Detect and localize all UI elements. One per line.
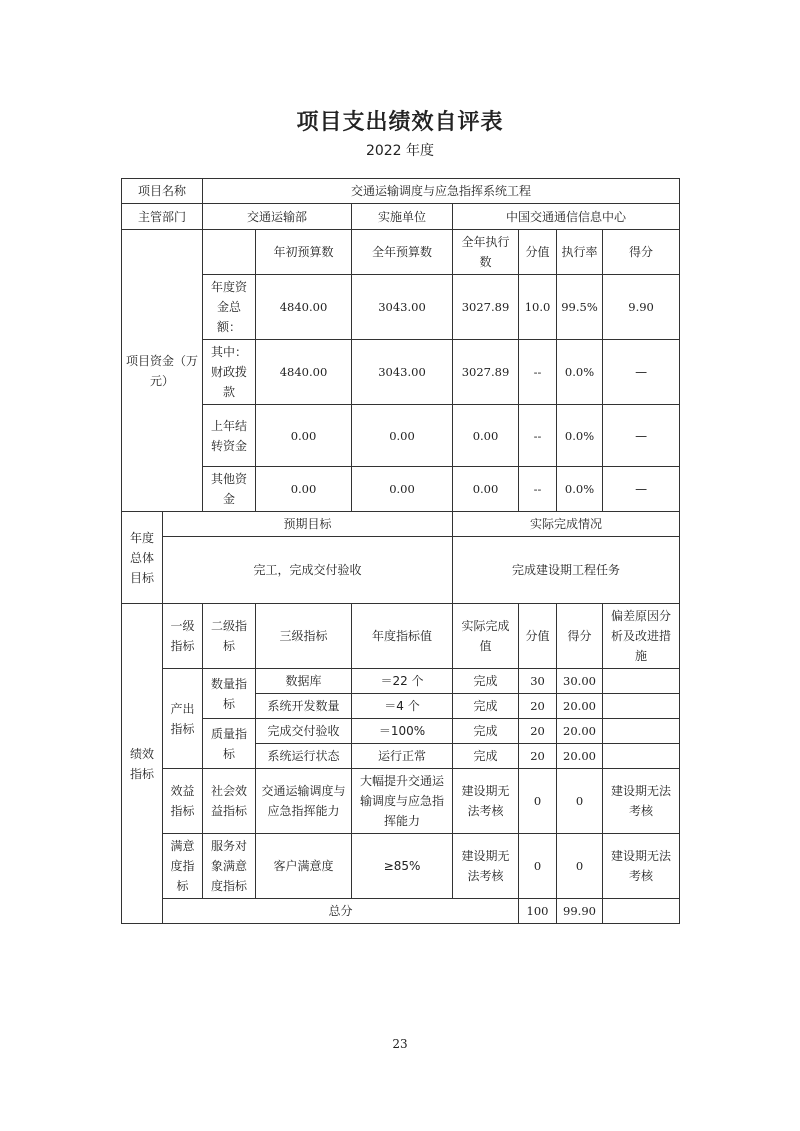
indicator-reason: 建设期无法考核 [603, 834, 680, 899]
indicator-reason [603, 694, 680, 719]
expected-goal-value: 完工，完成交付验收 [163, 537, 453, 604]
funds-executed: 3027.89 [453, 275, 519, 340]
indicator-score: 0 [557, 834, 603, 899]
level3-header: 三级指标 [256, 604, 352, 669]
funds-row-label: 年度资金总额： [203, 275, 256, 340]
funds-rate: 0.0% [557, 405, 603, 467]
indicator-target: ＝22 个 [352, 669, 453, 694]
funds-header-rate: 执行率 [557, 230, 603, 275]
funds-header-annual: 全年预算数 [352, 230, 453, 275]
actual-completion-value: 完成建设期工程任务 [453, 537, 680, 604]
service-satisfaction-label: 服务对象满意度指标 [203, 834, 256, 899]
funds-header-executed: 全年执行数 [453, 230, 519, 275]
total-row [122, 899, 680, 924]
funds-header-weight: 分值 [519, 230, 557, 275]
funds-row-label: 上年结转资金 [203, 405, 256, 467]
funds-row [122, 405, 680, 467]
satisfaction-indicators-label: 满意度指标 [163, 834, 203, 899]
report-year: 2022 年度 [365, 143, 435, 159]
funds-executed: 0.00 [453, 467, 519, 512]
indicator-target: ＝4 个 [352, 694, 453, 719]
funds-score: 9.90 [603, 275, 680, 340]
indicator-score: 20.00 [557, 694, 603, 719]
indicator-row [122, 834, 680, 899]
funds-header-score: 得分 [603, 230, 680, 275]
indicator-target: 大幅提升交通运输调度与应急指挥能力 [352, 769, 453, 834]
indicator-actual: 建设期无法考核 [453, 769, 519, 834]
actual-value-header: 实际完成值 [453, 604, 519, 669]
funds-annual: 3043.00 [352, 340, 453, 405]
funds-header-initial: 年初预算数 [256, 230, 352, 275]
social-benefit-label: 社会效益指标 [203, 769, 256, 834]
funds-row-label: 其他资金 [203, 467, 256, 512]
funds-executed: 3027.89 [453, 340, 519, 405]
project-funds-label: 项目资金（万元） [122, 230, 203, 512]
indicator-score: 0 [557, 769, 603, 834]
quality-indicators-label: 质量指标 [203, 719, 256, 769]
indicator-weight: 30 [519, 669, 557, 694]
total-label: 总分 [163, 899, 519, 924]
funds-row [122, 275, 680, 340]
funds-initial: 0.00 [256, 467, 352, 512]
benefit-indicators-label: 效益指标 [163, 769, 203, 834]
funds-rate: 0.0% [557, 340, 603, 405]
indicator-weight: 0 [519, 769, 557, 834]
indicator-reason: 建设期无法考核 [603, 769, 680, 834]
page-title: 项目支出绩效自评表 [296, 110, 504, 135]
indicator-name: 交通运输调度与应急指挥能力 [256, 769, 352, 834]
page-number: 23 [392, 1037, 408, 1051]
level1-header: 一级指标 [163, 604, 203, 669]
funds-score: — [603, 405, 680, 467]
indicator-weight: 0 [519, 834, 557, 899]
funds-header-blank [203, 230, 256, 275]
indicator-row [122, 719, 680, 744]
indicator-name: 数据库 [256, 669, 352, 694]
level2-header: 二级指标 [203, 604, 256, 669]
indicator-target: 运行正常 [352, 744, 453, 769]
indicator-reason [603, 744, 680, 769]
indicator-name: 系统开发数量 [256, 694, 352, 719]
goals-value-row [122, 537, 680, 604]
project-name-row [122, 179, 680, 204]
funds-rate: 0.0% [557, 467, 603, 512]
deviation-reason-header: 偏差原因分析及改进措施 [603, 604, 680, 669]
funds-row [122, 340, 680, 405]
indicator-actual: 完成 [453, 694, 519, 719]
indicator-score: 20.00 [557, 719, 603, 744]
funds-executed: 0.00 [453, 405, 519, 467]
funds-header-row [122, 230, 680, 275]
department-label: 主管部门 [122, 204, 203, 230]
indicator-score: 20.00 [557, 744, 603, 769]
indicator-score: 30.00 [557, 669, 603, 694]
quantity-indicators-label: 数量指标 [203, 669, 256, 719]
funds-annual: 0.00 [352, 405, 453, 467]
funds-annual: 3043.00 [352, 275, 453, 340]
total-reason-blank [603, 899, 680, 924]
expected-goal-header: 预期目标 [163, 512, 453, 537]
indicator-name: 客户满意度 [256, 834, 352, 899]
indicator-weight: 20 [519, 694, 557, 719]
performance-evaluation-table [121, 178, 680, 924]
actual-completion-header: 实际完成情况 [453, 512, 680, 537]
indicator-target: ＝100% [352, 719, 453, 744]
indicator-row [122, 769, 680, 834]
funds-annual: 0.00 [352, 467, 453, 512]
total-score: 99.90 [557, 899, 603, 924]
score-header: 得分 [557, 604, 603, 669]
funds-initial: 0.00 [256, 405, 352, 467]
indicator-actual: 建设期无法考核 [453, 834, 519, 899]
department-value: 交通运输部 [203, 204, 352, 230]
indicator-reason [603, 719, 680, 744]
funds-score: — [603, 467, 680, 512]
implementing-unit-label: 实施单位 [352, 204, 453, 230]
funds-score: — [603, 340, 680, 405]
project-name-value: 交通运输调度与应急指挥系统工程 [203, 179, 680, 204]
indicator-actual: 完成 [453, 744, 519, 769]
annual-goals-label: 年度总体目标 [122, 512, 163, 604]
goals-header-row [122, 512, 680, 537]
indicator-row [122, 669, 680, 694]
funds-weight: -- [519, 405, 557, 467]
indicator-name: 完成交付验收 [256, 719, 352, 744]
funds-row-label: 其中：财政拨款 [203, 340, 256, 405]
performance-indicators-label: 绩效指标 [122, 604, 163, 924]
funds-rate: 99.5% [557, 275, 603, 340]
funds-weight: -- [519, 467, 557, 512]
indicator-name: 系统运行状态 [256, 744, 352, 769]
performance-header-row [122, 604, 680, 669]
indicator-weight: 20 [519, 719, 557, 744]
indicator-actual: 完成 [453, 719, 519, 744]
indicator-reason [603, 669, 680, 694]
implementing-unit-value: 中国交通通信信息中心 [453, 204, 680, 230]
funds-weight: 10.0 [519, 275, 557, 340]
indicator-actual: 完成 [453, 669, 519, 694]
project-name-label: 项目名称 [122, 179, 203, 204]
funds-initial: 4840.00 [256, 275, 352, 340]
annual-target-header: 年度指标值 [352, 604, 453, 669]
indicator-weight: 20 [519, 744, 557, 769]
indicator-target: ≥85% [352, 834, 453, 899]
funds-initial: 4840.00 [256, 340, 352, 405]
department-row [122, 204, 680, 230]
funds-weight: -- [519, 340, 557, 405]
weight-header: 分值 [519, 604, 557, 669]
total-weight: 100 [519, 899, 557, 924]
funds-row [122, 467, 680, 512]
output-indicators-label: 产出指标 [163, 669, 203, 769]
